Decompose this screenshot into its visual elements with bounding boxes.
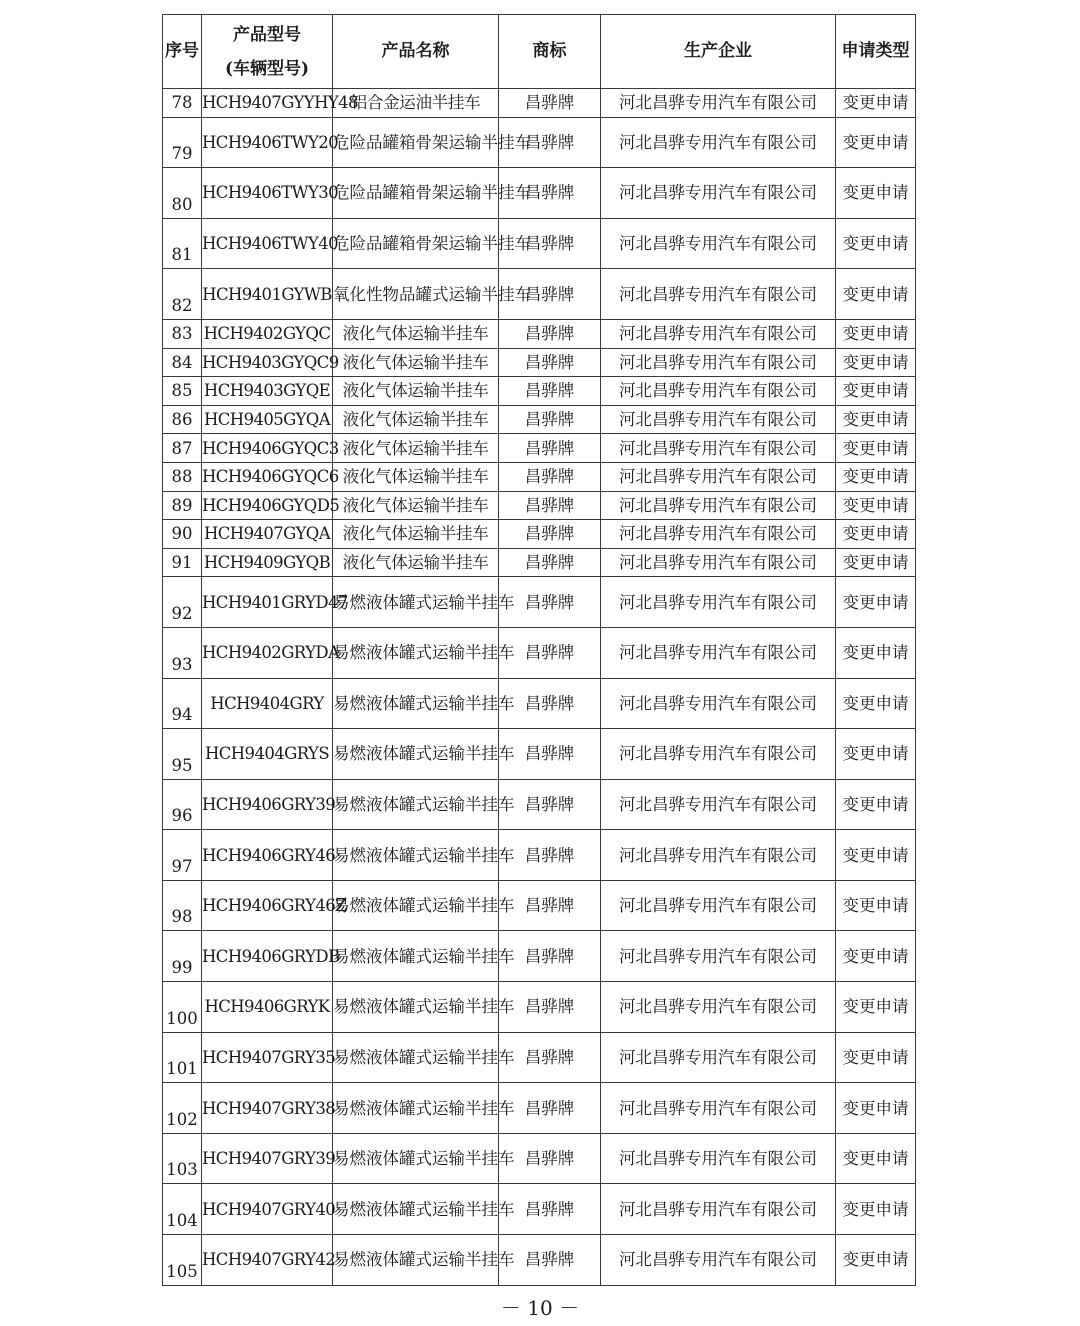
cell-name: 铝合金运油半挂车 <box>333 89 499 118</box>
cell-brand: 昌骅牌 <box>499 405 601 434</box>
cell-seq: 88 <box>163 462 202 491</box>
cell-type: 变更申请 <box>836 491 916 520</box>
cell-model: HCH9401GRYD47 <box>202 577 333 628</box>
cell-type: 变更申请 <box>836 218 916 269</box>
table-row <box>163 729 916 780</box>
header-type: 申请类型 <box>836 15 916 89</box>
cell-name: 液化气体运输半挂车 <box>333 377 499 406</box>
cell-name: 易燃液体罐式运输半挂车 <box>333 982 499 1033</box>
table-row <box>163 548 916 577</box>
cell-brand: 昌骅牌 <box>499 269 601 320</box>
cell-model: HCH9403GYQE <box>202 377 333 406</box>
cell-brand: 昌骅牌 <box>499 880 601 931</box>
cell-seq: 105 <box>163 1235 202 1286</box>
table-row <box>163 1032 916 1083</box>
table-header-row <box>163 15 916 89</box>
cell-name: 危险品罐箱骨架运输半挂车 <box>333 218 499 269</box>
cell-model: HCH9405GYQA <box>202 405 333 434</box>
table-body <box>163 89 916 1286</box>
cell-name: 液化气体运输半挂车 <box>333 548 499 577</box>
cell-seq: 91 <box>163 548 202 577</box>
cell-brand: 昌骅牌 <box>499 1083 601 1134</box>
cell-seq: 80 <box>163 168 202 219</box>
table-row <box>163 117 916 168</box>
cell-type: 变更申请 <box>836 678 916 729</box>
cell-type: 变更申请 <box>836 462 916 491</box>
cell-brand: 昌骅牌 <box>499 779 601 830</box>
cell-seq: 96 <box>163 779 202 830</box>
cell-name: 液化气体运输半挂车 <box>333 405 499 434</box>
table-row <box>163 405 916 434</box>
cell-maker: 河北昌骅专用汽车有限公司 <box>601 729 836 780</box>
table-row <box>163 931 916 982</box>
cell-model: HCH9402GYQC <box>202 319 333 348</box>
cell-model: HCH9407GRY39 <box>202 1133 333 1184</box>
table-row <box>163 678 916 729</box>
cell-maker: 河北昌骅专用汽车有限公司 <box>601 1083 836 1134</box>
cell-maker: 河北昌骅专用汽车有限公司 <box>601 548 836 577</box>
cell-type: 变更申请 <box>836 548 916 577</box>
cell-type: 变更申请 <box>836 1083 916 1134</box>
table-row <box>163 462 916 491</box>
table-row <box>163 779 916 830</box>
table-row <box>163 269 916 320</box>
cell-name: 液化气体运输半挂车 <box>333 462 499 491</box>
cell-brand: 昌骅牌 <box>499 830 601 881</box>
table-row <box>163 1133 916 1184</box>
cell-type: 变更申请 <box>836 405 916 434</box>
cell-maker: 河北昌骅专用汽车有限公司 <box>601 405 836 434</box>
cell-seq: 94 <box>163 678 202 729</box>
cell-brand: 昌骅牌 <box>499 168 601 219</box>
cell-seq: 81 <box>163 218 202 269</box>
cell-maker: 河北昌骅专用汽车有限公司 <box>601 218 836 269</box>
cell-seq: 84 <box>163 348 202 377</box>
cell-brand: 昌骅牌 <box>499 548 601 577</box>
cell-type: 变更申请 <box>836 982 916 1033</box>
cell-type: 变更申请 <box>836 319 916 348</box>
cell-maker: 河北昌骅专用汽车有限公司 <box>601 1184 836 1235</box>
cell-type: 变更申请 <box>836 348 916 377</box>
cell-maker: 河北昌骅专用汽车有限公司 <box>601 462 836 491</box>
cell-name: 液化气体运输半挂车 <box>333 348 499 377</box>
cell-model: HCH9406GYQC6 <box>202 462 333 491</box>
cell-type: 变更申请 <box>836 577 916 628</box>
cell-seq: 85 <box>163 377 202 406</box>
cell-brand: 昌骅牌 <box>499 434 601 463</box>
table-row <box>163 627 916 678</box>
cell-maker: 河北昌骅专用汽车有限公司 <box>601 117 836 168</box>
cell-name: 氧化性物品罐式运输半挂车 <box>333 269 499 320</box>
cell-seq: 98 <box>163 880 202 931</box>
cell-model: HCH9407GYQA <box>202 520 333 549</box>
cell-name: 易燃液体罐式运输半挂车 <box>333 678 499 729</box>
cell-name: 易燃液体罐式运输半挂车 <box>333 577 499 628</box>
cell-seq: 90 <box>163 520 202 549</box>
cell-maker: 河北昌骅专用汽车有限公司 <box>601 434 836 463</box>
cell-brand: 昌骅牌 <box>499 678 601 729</box>
cell-type: 变更申请 <box>836 1184 916 1235</box>
cell-type: 变更申请 <box>836 89 916 118</box>
cell-brand: 昌骅牌 <box>499 520 601 549</box>
cell-brand: 昌骅牌 <box>499 982 601 1033</box>
table-row <box>163 982 916 1033</box>
cell-model: HCH9409GYQB <box>202 548 333 577</box>
cell-seq: 100 <box>163 982 202 1033</box>
cell-brand: 昌骅牌 <box>499 319 601 348</box>
cell-maker: 河北昌骅专用汽车有限公司 <box>601 678 836 729</box>
cell-type: 变更申请 <box>836 1133 916 1184</box>
cell-type: 变更申请 <box>836 269 916 320</box>
cell-maker: 河北昌骅专用汽车有限公司 <box>601 520 836 549</box>
header-model <box>202 15 333 89</box>
cell-maker: 河北昌骅专用汽车有限公司 <box>601 319 836 348</box>
cell-name: 易燃液体罐式运输半挂车 <box>333 1235 499 1286</box>
cell-maker: 河北昌骅专用汽车有限公司 <box>601 168 836 219</box>
cell-maker: 河北昌骅专用汽车有限公司 <box>601 931 836 982</box>
cell-model: HCH9406TWY30 <box>202 168 333 219</box>
cell-model: HCH9401GYWB <box>202 269 333 320</box>
cell-name: 易燃液体罐式运输半挂车 <box>333 779 499 830</box>
header-maker: 生产企业 <box>601 15 836 89</box>
cell-maker: 河北昌骅专用汽车有限公司 <box>601 1133 836 1184</box>
cell-model: HCH9403GYQC9 <box>202 348 333 377</box>
cell-type: 变更申请 <box>836 729 916 780</box>
cell-maker: 河北昌骅专用汽车有限公司 <box>601 1032 836 1083</box>
cell-name: 易燃液体罐式运输半挂车 <box>333 1032 499 1083</box>
cell-brand: 昌骅牌 <box>499 931 601 982</box>
cell-maker: 河北昌骅专用汽车有限公司 <box>601 269 836 320</box>
cell-seq: 104 <box>163 1184 202 1235</box>
cell-type: 变更申请 <box>836 168 916 219</box>
cell-seq: 97 <box>163 830 202 881</box>
cell-model: HCH9406GRY39 <box>202 779 333 830</box>
cell-type: 变更申请 <box>836 1235 916 1286</box>
cell-seq: 83 <box>163 319 202 348</box>
cell-name: 易燃液体罐式运输半挂车 <box>333 1133 499 1184</box>
cell-type: 变更申请 <box>836 830 916 881</box>
cell-name: 易燃液体罐式运输半挂车 <box>333 830 499 881</box>
cell-name: 危险品罐箱骨架运输半挂车 <box>333 117 499 168</box>
table-row <box>163 830 916 881</box>
table-row <box>163 520 916 549</box>
cell-type: 变更申请 <box>836 779 916 830</box>
cell-type: 变更申请 <box>836 931 916 982</box>
cell-maker: 河北昌骅专用汽车有限公司 <box>601 577 836 628</box>
cell-model: HCH9404GRY <box>202 678 333 729</box>
cell-model: HCH9406GRYK <box>202 982 333 1033</box>
cell-seq: 87 <box>163 434 202 463</box>
cell-name: 易燃液体罐式运输半挂车 <box>333 627 499 678</box>
cell-maker: 河北昌骅专用汽车有限公司 <box>601 830 836 881</box>
cell-type: 变更申请 <box>836 520 916 549</box>
table-row <box>163 577 916 628</box>
cell-name: 易燃液体罐式运输半挂车 <box>333 880 499 931</box>
cell-maker: 河北昌骅专用汽车有限公司 <box>601 627 836 678</box>
cell-model: HCH9402GRYDA <box>202 627 333 678</box>
cell-brand: 昌骅牌 <box>499 218 601 269</box>
cell-seq: 103 <box>163 1133 202 1184</box>
cell-seq: 78 <box>163 89 202 118</box>
product-table <box>162 14 916 1286</box>
cell-maker: 河北昌骅专用汽车有限公司 <box>601 377 836 406</box>
table-row <box>163 1083 916 1134</box>
cell-type: 变更申请 <box>836 880 916 931</box>
cell-model: HCH9406GYQD5 <box>202 491 333 520</box>
cell-brand: 昌骅牌 <box>499 491 601 520</box>
cell-seq: 92 <box>163 577 202 628</box>
cell-maker: 河北昌骅专用汽车有限公司 <box>601 880 836 931</box>
cell-model: HCH9407GRY40 <box>202 1184 333 1235</box>
table-row <box>163 491 916 520</box>
cell-seq: 89 <box>163 491 202 520</box>
cell-name: 易燃液体罐式运输半挂车 <box>333 1184 499 1235</box>
table-row <box>163 434 916 463</box>
cell-brand: 昌骅牌 <box>499 577 601 628</box>
table-row <box>163 348 916 377</box>
cell-maker: 河北昌骅专用汽车有限公司 <box>601 1235 836 1286</box>
cell-brand: 昌骅牌 <box>499 1235 601 1286</box>
cell-maker: 河北昌骅专用汽车有限公司 <box>601 348 836 377</box>
cell-brand: 昌骅牌 <box>499 377 601 406</box>
cell-seq: 86 <box>163 405 202 434</box>
cell-brand: 昌骅牌 <box>499 627 601 678</box>
cell-maker: 河北昌骅专用汽车有限公司 <box>601 779 836 830</box>
header-model-line2: (车辆型号) <box>224 58 310 79</box>
cell-brand: 昌骅牌 <box>499 1184 601 1235</box>
table-row <box>163 89 916 118</box>
cell-model: HCH9407GRY42 <box>202 1235 333 1286</box>
table-row <box>163 1235 916 1286</box>
cell-name: 易燃液体罐式运输半挂车 <box>333 931 499 982</box>
header-name: 产品名称 <box>333 15 499 89</box>
cell-model: HCH9406GRYDB <box>202 931 333 982</box>
cell-type: 变更申请 <box>836 627 916 678</box>
cell-seq: 93 <box>163 627 202 678</box>
cell-model: HCH9406GYQC3 <box>202 434 333 463</box>
cell-seq: 101 <box>163 1032 202 1083</box>
header-brand: 商标 <box>499 15 601 89</box>
table-row <box>163 1184 916 1235</box>
cell-name: 危险品罐箱骨架运输半挂车 <box>333 168 499 219</box>
cell-name: 易燃液体罐式运输半挂车 <box>333 729 499 780</box>
cell-name: 液化气体运输半挂车 <box>333 491 499 520</box>
cell-name: 液化气体运输半挂车 <box>333 319 499 348</box>
cell-model: HCH9407GYYHY48 <box>202 89 333 118</box>
table-row <box>163 880 916 931</box>
cell-model: HCH9404GRYS <box>202 729 333 780</box>
cell-name: 液化气体运输半挂车 <box>333 520 499 549</box>
cell-brand: 昌骅牌 <box>499 462 601 491</box>
cell-model: HCH9406GRY46Z <box>202 880 333 931</box>
cell-model: HCH9407GRY38 <box>202 1083 333 1134</box>
cell-seq: 95 <box>163 729 202 780</box>
cell-type: 变更申请 <box>836 1032 916 1083</box>
cell-maker: 河北昌骅专用汽车有限公司 <box>601 89 836 118</box>
cell-brand: 昌骅牌 <box>499 1032 601 1083</box>
cell-seq: 82 <box>163 269 202 320</box>
cell-model: HCH9406TWY40 <box>202 218 333 269</box>
table-row <box>163 218 916 269</box>
cell-model: HCH9407GRY35 <box>202 1032 333 1083</box>
cell-type: 变更申请 <box>836 377 916 406</box>
cell-seq: 79 <box>163 117 202 168</box>
cell-maker: 河北昌骅专用汽车有限公司 <box>601 491 836 520</box>
cell-brand: 昌骅牌 <box>499 1133 601 1184</box>
table-row <box>163 319 916 348</box>
cell-model: HCH9406GRY46 <box>202 830 333 881</box>
cell-maker: 河北昌骅专用汽车有限公司 <box>601 982 836 1033</box>
cell-brand: 昌骅牌 <box>499 89 601 118</box>
cell-type: 变更申请 <box>836 117 916 168</box>
cell-brand: 昌骅牌 <box>499 348 601 377</box>
page-number: － 10 － <box>500 1296 580 1320</box>
cell-brand: 昌骅牌 <box>499 117 601 168</box>
table-row <box>163 377 916 406</box>
cell-seq: 102 <box>163 1083 202 1134</box>
cell-name: 易燃液体罐式运输半挂车 <box>333 1083 499 1134</box>
header-seq: 序号 <box>163 15 202 89</box>
cell-seq: 99 <box>163 931 202 982</box>
header-model-line1: 产品型号 <box>233 24 301 45</box>
table-row <box>163 168 916 219</box>
cell-type: 变更申请 <box>836 434 916 463</box>
cell-brand: 昌骅牌 <box>499 729 601 780</box>
cell-name: 液化气体运输半挂车 <box>333 434 499 463</box>
cell-model: HCH9406TWY20 <box>202 117 333 168</box>
